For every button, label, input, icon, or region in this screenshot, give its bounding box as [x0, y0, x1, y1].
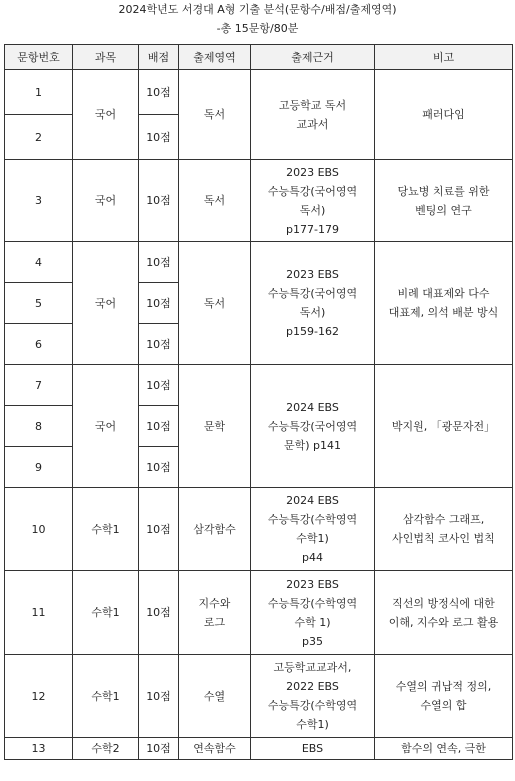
cell-source: 고등학교 독서 교과서 — [251, 70, 375, 160]
cell-score: 10점 — [139, 406, 179, 447]
cell-number: 2 — [5, 115, 73, 160]
cell-score: 10점 — [139, 115, 179, 160]
table-header-row — [5, 45, 513, 70]
cell-area: 지수와 로그 — [179, 571, 251, 655]
cell-number: 13 — [5, 738, 73, 760]
cell-number: 4 — [5, 242, 73, 283]
cell-source: 2023 EBS 수능특강(수학영역 수학 1) p35 — [251, 571, 375, 655]
table-row — [5, 738, 513, 760]
page-subtitle: -총 15문항/80분 — [216, 22, 299, 35]
cell-number: 8 — [5, 406, 73, 447]
table-row — [5, 242, 513, 283]
cell-note: 함수의 연속, 극한 — [375, 738, 513, 760]
cell-number: 10 — [5, 488, 73, 571]
cell-area: 독서 — [179, 160, 251, 242]
cell-subject: 국어 — [73, 365, 139, 488]
table-row — [5, 70, 513, 115]
cell-score: 10점 — [139, 160, 179, 242]
cell-score: 10점 — [139, 365, 179, 406]
cell-source: 2023 EBS 수능특강(국어영역 독서) p159-162 — [251, 242, 375, 365]
cell-note: 비례 대표제와 다수 대표제, 의석 배분 방식 — [375, 242, 513, 365]
cell-number: 5 — [5, 283, 73, 324]
cell-number: 7 — [5, 365, 73, 406]
exam-analysis-table — [4, 44, 513, 760]
cell-area: 삼각함수 — [179, 488, 251, 571]
cell-area: 수열 — [179, 655, 251, 738]
table-row — [5, 365, 513, 406]
header-area: 출제영역 — [179, 45, 251, 70]
cell-note: 직선의 방정식에 대한 이해, 지수와 로그 활용 — [375, 571, 513, 655]
cell-score: 10점 — [139, 324, 179, 365]
cell-number: 1 — [5, 70, 73, 115]
cell-score: 10점 — [139, 70, 179, 115]
cell-subject: 국어 — [73, 160, 139, 242]
header-score: 배점 — [139, 45, 179, 70]
cell-number: 6 — [5, 324, 73, 365]
cell-number: 11 — [5, 571, 73, 655]
cell-score: 10점 — [139, 242, 179, 283]
cell-source: 2024 EBS 수능특강(수학영역 수학1) p44 — [251, 488, 375, 571]
cell-number: 9 — [5, 447, 73, 488]
cell-subject: 수학1 — [73, 571, 139, 655]
cell-source: EBS — [251, 738, 375, 760]
cell-score: 10점 — [139, 655, 179, 738]
cell-score: 10점 — [139, 571, 179, 655]
header-number: 문항번호 — [5, 45, 73, 70]
cell-score: 10점 — [139, 283, 179, 324]
cell-number: 12 — [5, 655, 73, 738]
cell-area: 독서 — [179, 70, 251, 160]
header-source: 출제근거 — [251, 45, 375, 70]
table-row — [5, 571, 513, 655]
table-row — [5, 488, 513, 571]
cell-source: 2024 EBS 수능특강(국어영역 문학) p141 — [251, 365, 375, 488]
table-row — [5, 160, 513, 242]
page-title: 2024학년도 서경대 A형 기출 분석(문항수/배점/출제영역) — [118, 3, 397, 16]
cell-note: 수열의 귀납적 정의, 수열의 합 — [375, 655, 513, 738]
cell-subject: 수학1 — [73, 488, 139, 571]
cell-note: 박지원, 「광문자전」 — [375, 365, 513, 488]
cell-source: 2023 EBS 수능특강(국어영역 독서) p177-179 — [251, 160, 375, 242]
header-subject: 과목 — [73, 45, 139, 70]
cell-note: 당뇨병 치료를 위한 벤팅의 연구 — [375, 160, 513, 242]
cell-note: 패러다임 — [375, 70, 513, 160]
cell-note: 삼각함수 그래프, 사인법칙 코사인 법칙 — [375, 488, 513, 571]
cell-score: 10점 — [139, 488, 179, 571]
cell-source: 고등학교교과서, 2022 EBS 수능특강(수학영역 수학1) — [251, 655, 375, 738]
cell-area: 독서 — [179, 242, 251, 365]
cell-score: 10점 — [139, 447, 179, 488]
cell-subject: 국어 — [73, 70, 139, 160]
cell-subject: 국어 — [73, 242, 139, 365]
cell-area: 연속함수 — [179, 738, 251, 760]
cell-subject: 수학1 — [73, 655, 139, 738]
table-row — [5, 655, 513, 738]
cell-score: 10점 — [139, 738, 179, 760]
cell-number: 3 — [5, 160, 73, 242]
header-note: 비고 — [375, 45, 513, 70]
cell-subject: 수학2 — [73, 738, 139, 760]
cell-area: 문학 — [179, 365, 251, 488]
